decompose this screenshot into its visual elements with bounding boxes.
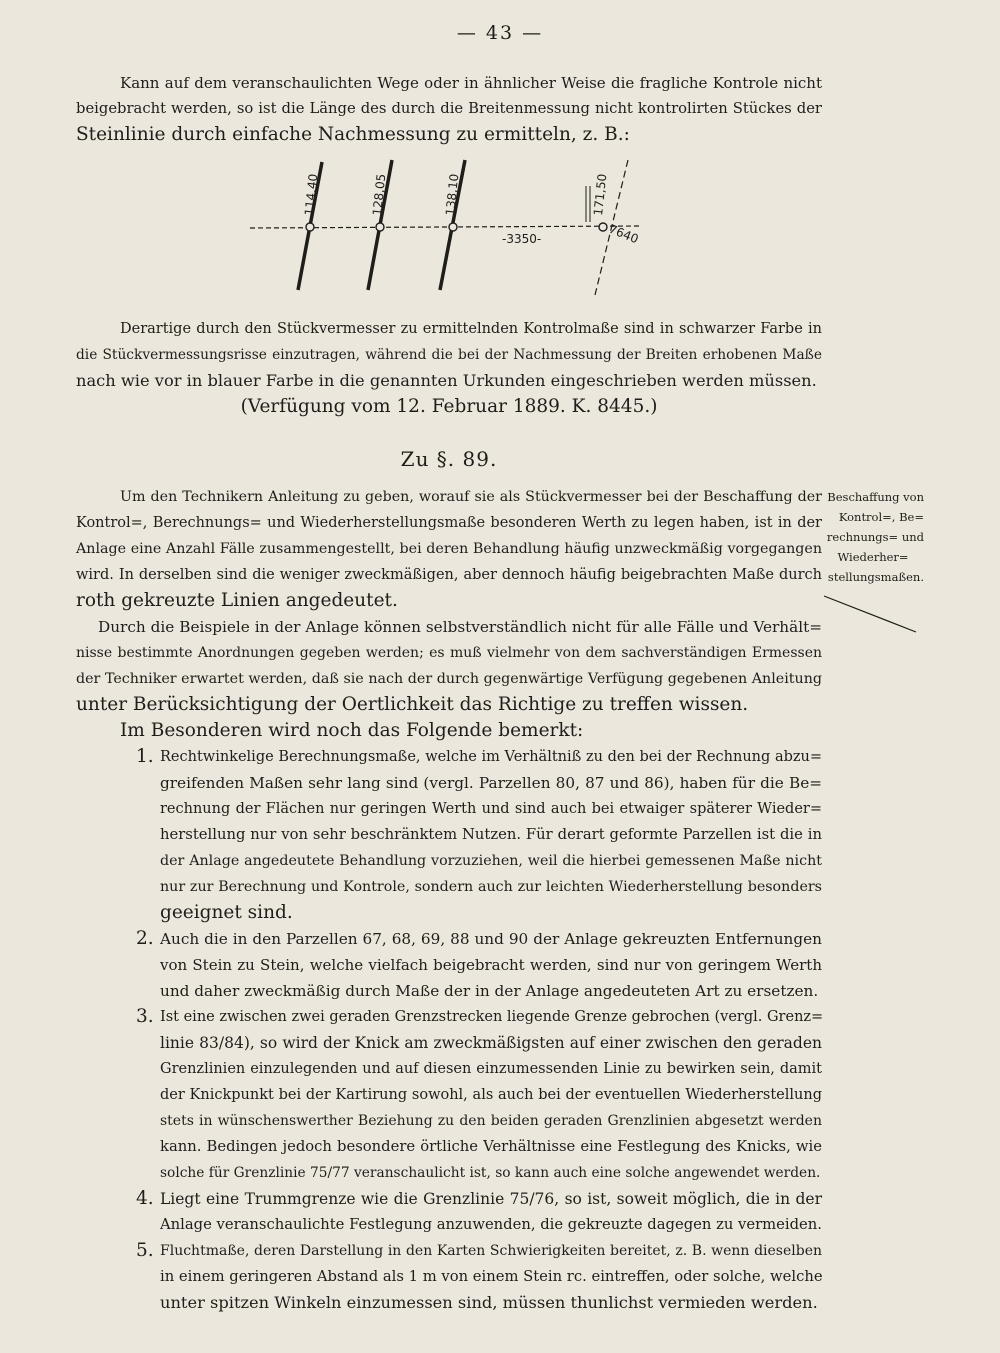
text-line: Anlage veranschaulichte Festlegung anzuwenden, die gekreuzte dagegen zu vermeiden. — [160, 1216, 822, 1233]
measure-label: 138,10 — [443, 173, 462, 217]
section-heading: Zu §. 89. — [400, 447, 498, 471]
text-line: die Stückvermessungsrisse einzutragen, während die bei der Nachmessung der Breiten erhobenen Maße — [76, 347, 822, 363]
text-line: linie 83/84), so wird der Knick am zweckmäßigsten auf einer zwischen den geraden — [160, 1034, 822, 1052]
end-value-label: 7640 — [606, 221, 641, 247]
item-number: 2. — [136, 928, 154, 949]
margin-note-line: Beschaffung von — [827, 490, 924, 504]
text-line: Anlage eine Anzahl Fälle zusammengestellt, bei deren Behandlung häufig unzweckmäßig vorgegangen — [76, 541, 822, 557]
text-line: der Anlage angedeutete Behandlung vorzuziehen, weil die hierbei gemessenen Maße nicht — [160, 853, 822, 869]
span-label: -3350- — [502, 232, 542, 246]
margin-note-line: stellungsmaßen. — [827, 570, 924, 584]
text-line: der Techniker erwartet werden, daß sie nach der durch gegenwärtige Verfügung gegebenen Anleitung — [76, 671, 822, 687]
text-line: Um den Technikern Anleitung zu geben, worauf sie als Stückvermesser bei der Beschaffung der — [120, 489, 822, 505]
text-line: Derartige durch den Stückvermesser zu ermittelnden Kontrolmaße sind in schwarzer Farbe in — [120, 321, 822, 337]
stone-marker — [376, 223, 384, 231]
stone-marker — [306, 223, 314, 231]
margin-note-line: rechnungs= und — [826, 530, 924, 544]
text-line: Rechtwinkelige Berechnungsmaße, welche im Verhältniß zu den bei der Rechnung abzu= — [160, 749, 822, 765]
measure-label: 128,05 — [370, 173, 389, 217]
text-line: nisse bestimmte Anordnungen gegeben werden; es muß vielmehr von dem sachverständigen Ermessen — [76, 645, 822, 661]
text-line: Steinlinie durch einfache Nachmessung zu ermitteln, z. B.: — [76, 124, 630, 145]
item-number: 1. — [136, 746, 154, 767]
item-number: 5. — [136, 1240, 154, 1261]
text-line: stets in wünschenswerther Beziehung zu den beiden geraden Grenzlinien abgesetzt werden — [160, 1113, 822, 1129]
text-line: geeignet sind. — [160, 902, 293, 923]
text-line: unter Berücksichtigung der Oertlichkeit das Richtige zu treffen wissen. — [76, 694, 749, 715]
measure-label: 114,40 — [302, 173, 321, 217]
item-number: 4. — [136, 1188, 154, 1209]
margin-pointer-line — [820, 590, 920, 635]
text-line: Auch die in den Parzellen 67, 68, 69, 88 und 90 der Anlage gekreuzten Entfernungen — [160, 930, 822, 948]
text-line: der Knickpunkt bei der Kartirung sowohl, als auch bei der eventuellen Wiederherstellung — [160, 1087, 822, 1103]
text-line: von Stein zu Stein, welche vielfach beigebracht werden, sind nur von geringem Werth — [160, 956, 822, 974]
text-line: Im Besonderen wird noch das Folgende bemerkt: — [120, 720, 584, 741]
text-line: Durch die Beispiele in der Anlage können selbstverständlich nicht für alle Fälle und Verhält= — [98, 618, 822, 636]
stone-marker — [599, 223, 607, 231]
text-line: kann. Bedingen jedoch besondere örtliche Verhältnisse eine Festlegung des Knicks, wie — [160, 1138, 822, 1155]
text-line: unter spitzen Winkeln einzumessen sind, müssen thunlichst vermieden werden. — [160, 1293, 818, 1312]
citation: (Verfügung vom 12. Februar 1889. K. 8445.) — [240, 396, 658, 417]
page-number: — 43 — — [456, 22, 544, 44]
text-line: nur zur Berechnung und Kontrole, sondern auch zur leichten Wiederherstellung besonders — [160, 879, 822, 895]
stone-marker — [449, 223, 457, 231]
text-line: Ist eine zwischen zwei geraden Grenzstrecken liegende Grenze gebrochen (vergl. Grenz= — [160, 1009, 824, 1025]
text-line: und daher zweckmäßig durch Maße der in der Anlage angedeuteten Art zu ersetzen. — [160, 982, 819, 1000]
text-line: Fluchtmaße, deren Darstellung in den Karten Schwierigkeiten bereitet, z. B. wenn dieselben — [160, 1243, 822, 1259]
text-line: herstellung nur von sehr beschränktem Nutzen. Für derart geformte Parzellen ist die in — [160, 826, 822, 843]
text-line: Kontrol=, Berechnungs= und Wiederherstellungsmaße besonderen Werth zu legen haben, ist in der — [76, 515, 822, 531]
margin-note-line: Kontrol=, Be= — [838, 510, 924, 524]
text-line: roth gekreuzte Linien angedeutet. — [76, 590, 398, 611]
text-line: nach wie vor in blauer Farbe in die genannten Urkunden eingeschrieben werden müssen. — [76, 371, 817, 390]
measure-label: 171,50 — [591, 173, 610, 217]
text-line: Liegt eine Trummgrenze wie die Grenzlinie 75/76, so ist, soweit möglich, die in der — [160, 1190, 822, 1208]
item-number: 3. — [136, 1006, 154, 1027]
text-line: beigebracht werden, so ist die Länge des durch die Breitenmessung nicht kontrolirten Stückes der — [76, 100, 822, 117]
text-line: Grenzlinien einzulegenden und auf diesen einzumessenden Linie zu bewirken sein, damit — [160, 1061, 822, 1077]
measurement-sketch — [240, 150, 660, 310]
text-line: Kann auf dem veranschaulichten Wege oder in ähnlicher Weise die fragliche Kontrole nicht — [120, 74, 822, 92]
text-line: rechnung der Flächen nur geringen Werth und sind auch bei etwaiger späterer Wieder= — [160, 801, 822, 817]
text-line: solche für Grenzlinie 75/77 veranschaulicht ist, so kann auch eine solche angewendet werden. — [160, 1165, 821, 1181]
text-line: in einem geringeren Abstand als 1 m von einem Stein rc. eintreffen, oder solche, welche — [160, 1268, 823, 1285]
margin-note-line: Wiederher= — [837, 550, 909, 564]
text-line: greifenden Maßen sehr lang sind (vergl. Parzellen 80, 87 und 86), haben für die Be= — [160, 774, 822, 792]
text-line: wird. In derselben sind die weniger zweckmäßigen, aber dennoch häufig beigebrachten Maße durch — [76, 567, 822, 583]
